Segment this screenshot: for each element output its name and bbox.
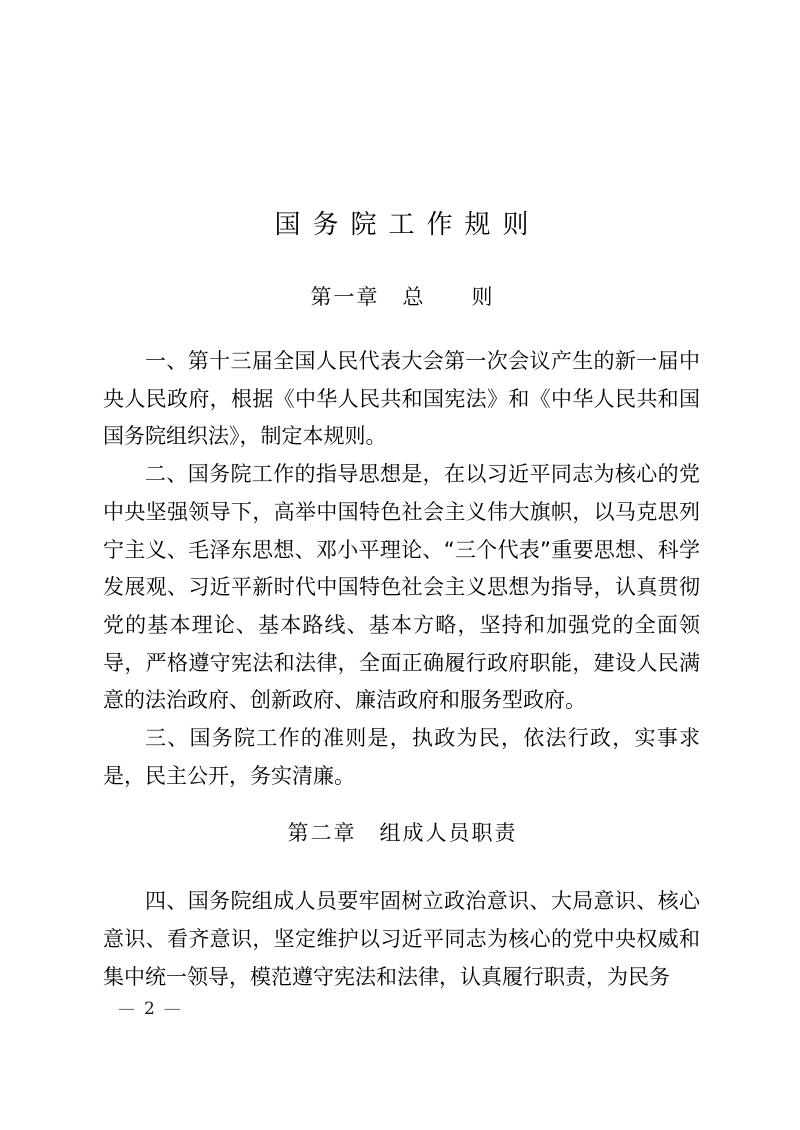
paragraph-article-3: 三、国务院工作的准则是，执政为民，依法行政，实事求是，民主公开，务实清廉。 [103, 726, 700, 788]
document-body [103, 0, 700, 997]
chapter-2-body [103, 883, 700, 996]
chapter-1-body [103, 343, 700, 795]
chapter-1-heading: 第一章 总 则 [310, 285, 495, 309]
page-number: 2 [144, 999, 155, 1019]
page-footer [118, 999, 181, 1019]
footer-right-dash: — [163, 999, 181, 1019]
paragraph-article-2: 二、国务院工作的指导思想是，在以习近平同志为核心的党中央坚强领导下，高举中国特色社会主义伟大旗帜，以马克思列宁主义、毛泽东思想、邓小平理论、“三个代表”重要思想、科学发展观、习近平新时代中国特色社会主义思想为指导，认真贯彻党的基本理论、基本路线、基本方略，坚持和加强党的全面领导，严格遵守宪法和法律，全面正确履行政府职能，建设人民满意的法治政府、创新政府、廉洁政府和服务型政府。 [103, 462, 700, 713]
paragraph-article-4: 四、国务院组成人员要牢固树立政治意识、大局意识、核心意识、看齐意识，坚定维护以习近平同志为核心的党中央权威和集中统一领导，模范遵守宪法和法律，认真履行职责，为民务 [103, 889, 700, 989]
paragraph-article-1: 一、第十三届全国人民代表大会第一次会议产生的新一届中央人民政府，根据《中华人民共和国宪法》和《中华人民共和国国务院组织法》，制定本规则。 [103, 349, 700, 449]
footer-left-dash: — [118, 999, 135, 1019]
chapter-2-heading: 第二章 组成人员职责 [287, 821, 518, 846]
document-title: 国务院工作规则 [274, 210, 541, 240]
